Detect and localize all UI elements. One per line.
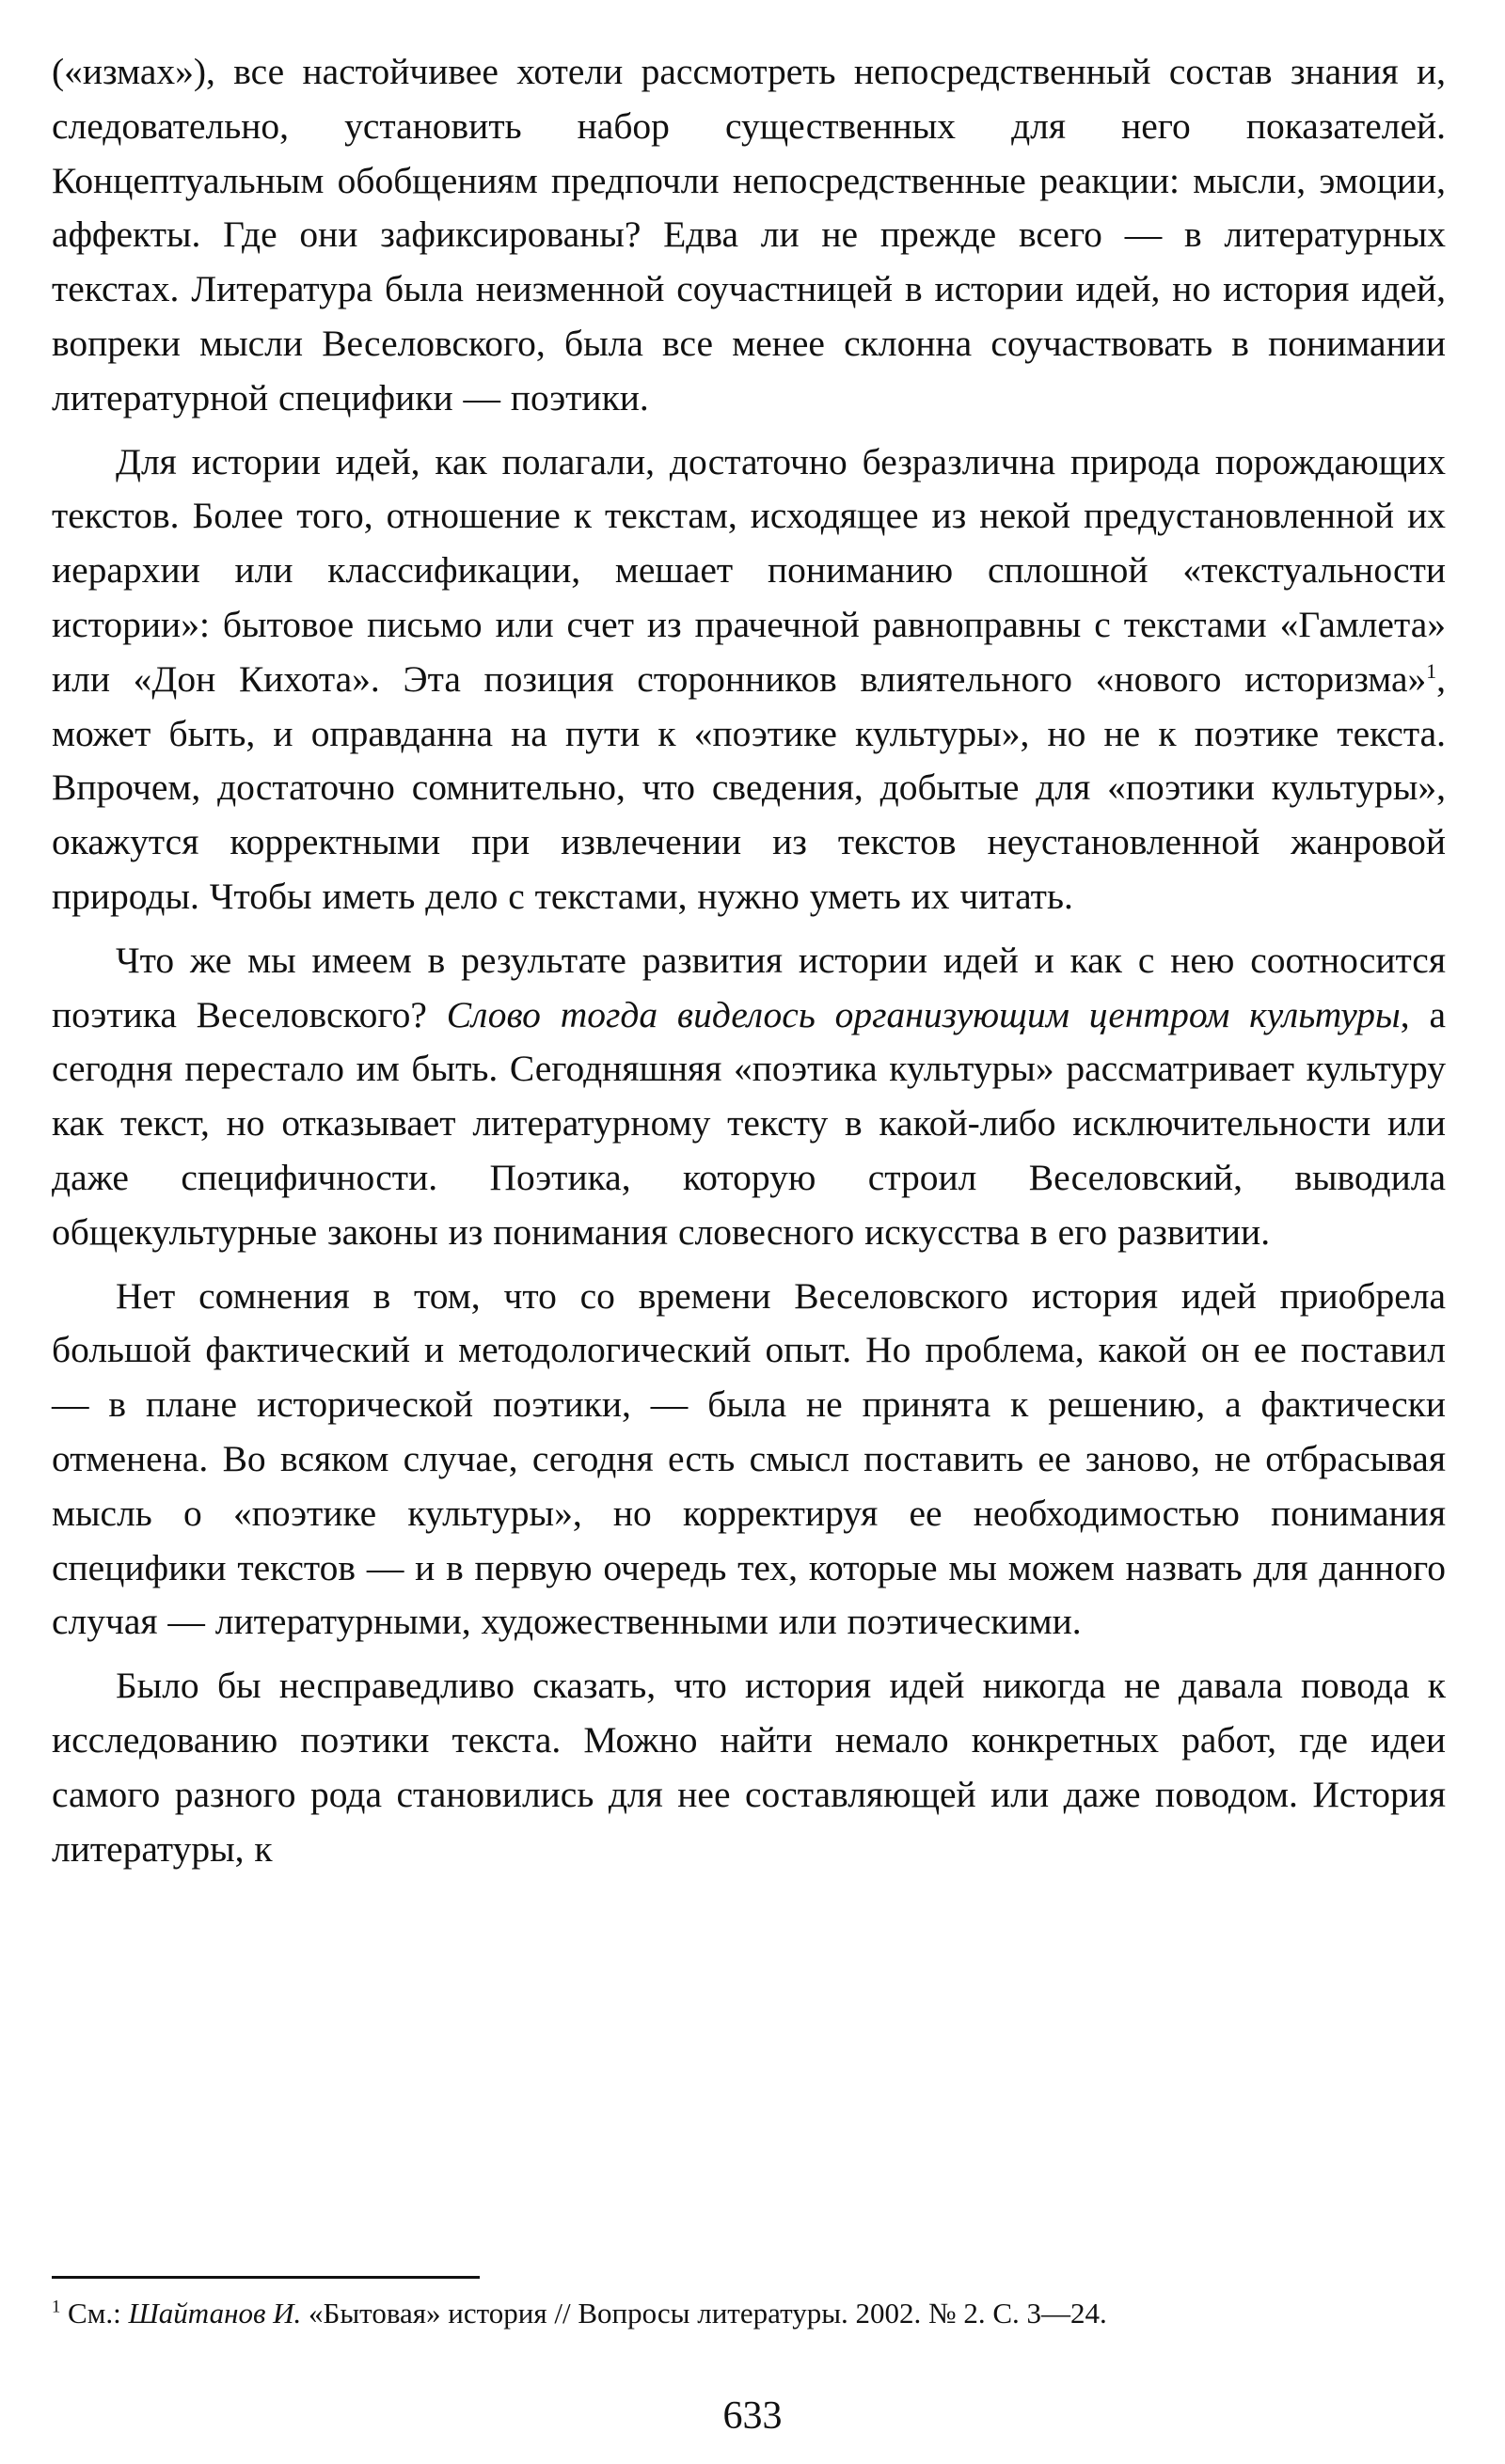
paragraph-text: Для истории идей, как полагали, достаточно безразлична природа порождающих текстов. Более того, отношение к текстам, исходящее из некой предустановленной их иерархии или классификации, мешает пониманию сплошной «текстуальности истории»: бытовое письмо или счет из прачечной равноправны с текстами «Гамлета» или «Дон Кихота». Эта позиция сторонников влиятельного «нового историзма» [52, 440, 1446, 700]
paragraph [52, 1659, 1446, 1876]
footnote-reference[interactable]: 1 [1426, 659, 1437, 683]
paragraph-text: Было бы несправедливо сказать, что история идей никогда не давала повода к исследованию поэтики текста. Можно найти немало конкретных работ, где идеи самого разного рода становились для нее составляющей или даже поводом. История литературы, к [52, 1665, 1446, 1870]
footnote [52, 2292, 1446, 2335]
paragraph [52, 1270, 1446, 1651]
page-number: 633 [722, 2394, 783, 2438]
paragraph-text: Нет сомнения в том, что со времени Веселовского история идей приобрела большой фактический и методологический опыт. Но проблема, какой он ее поставил — в плане исторической поэтики, — была не принята к решению, а фактически отменена. Во всяком случае, сегодня есть смысл поставить ее заново, не отбрасывая мысль о «поэтике культуры», но корректируя ее необходимостью понимания специфики текстов — и в первую очередь тех, которые мы можем назвать для данного случая — литературными, художественными или поэтическими. [52, 1274, 1446, 1643]
paragraph-text: , может быть, и оправданна на пути к «поэтике культуры», но не к поэтике текста. Впрочем, достаточно сомнительно, что сведения, добытые для «поэтики культуры», окажутся корректными при извлечении из текстов неустановленной жанровой природы. Чтобы иметь дело с текстами, нужно уметь их читать. [52, 657, 1446, 917]
paragraph [52, 934, 1446, 1260]
emphasized-text: Слово тогда виделось организующим центром культуры [446, 993, 1401, 1035]
footnote-divider [52, 2276, 480, 2279]
paragraph [52, 435, 1446, 924]
footnote-prefix: См.: [60, 2297, 129, 2330]
paragraph [52, 45, 1446, 426]
footnotes [52, 2276, 1446, 2335]
footnote-author: Шайтанов И. [128, 2297, 302, 2330]
paragraph-text: , а сегодня перестало им быть. Сегодняшняя «поэтика культуры» рассматривает культуру как текст, но отказывает литературному тексту в какой-либо исключительности или даже специфичности. Поэтика, которую строил Веселовский, выводила общекультурные законы из понимания словесного искусства в его развитии. [52, 993, 1446, 1253]
page-body [52, 45, 1446, 1876]
footnote-marker: 1 [52, 2297, 61, 2317]
paragraph-text: («измах»), все настойчивее хотели рассмотреть непосредственный состав знания и, следовательно, установить набор существенных для него показателей. Концептуальным обобщениям предпочли непосредственные реакции: мысли, эмоции, аффекты. Где они зафиксированы? Едва ли не прежде всего — в литературных текстах. Литература была неизменной соучастницей в истории идей, но история идей, вопреки мысли Веселовского, была все менее склонна соучаствовать в понимании литературной специфики — поэтики. [52, 51, 1446, 419]
footnote-citation: «Бытовая» история // Вопросы литературы. 2002. № 2. С. 3—24. [301, 2297, 1107, 2330]
paragraph-text: Что же мы имеем в результате развития истории идей и как с нею соотносится поэтика Веселовского? [52, 939, 1446, 1035]
